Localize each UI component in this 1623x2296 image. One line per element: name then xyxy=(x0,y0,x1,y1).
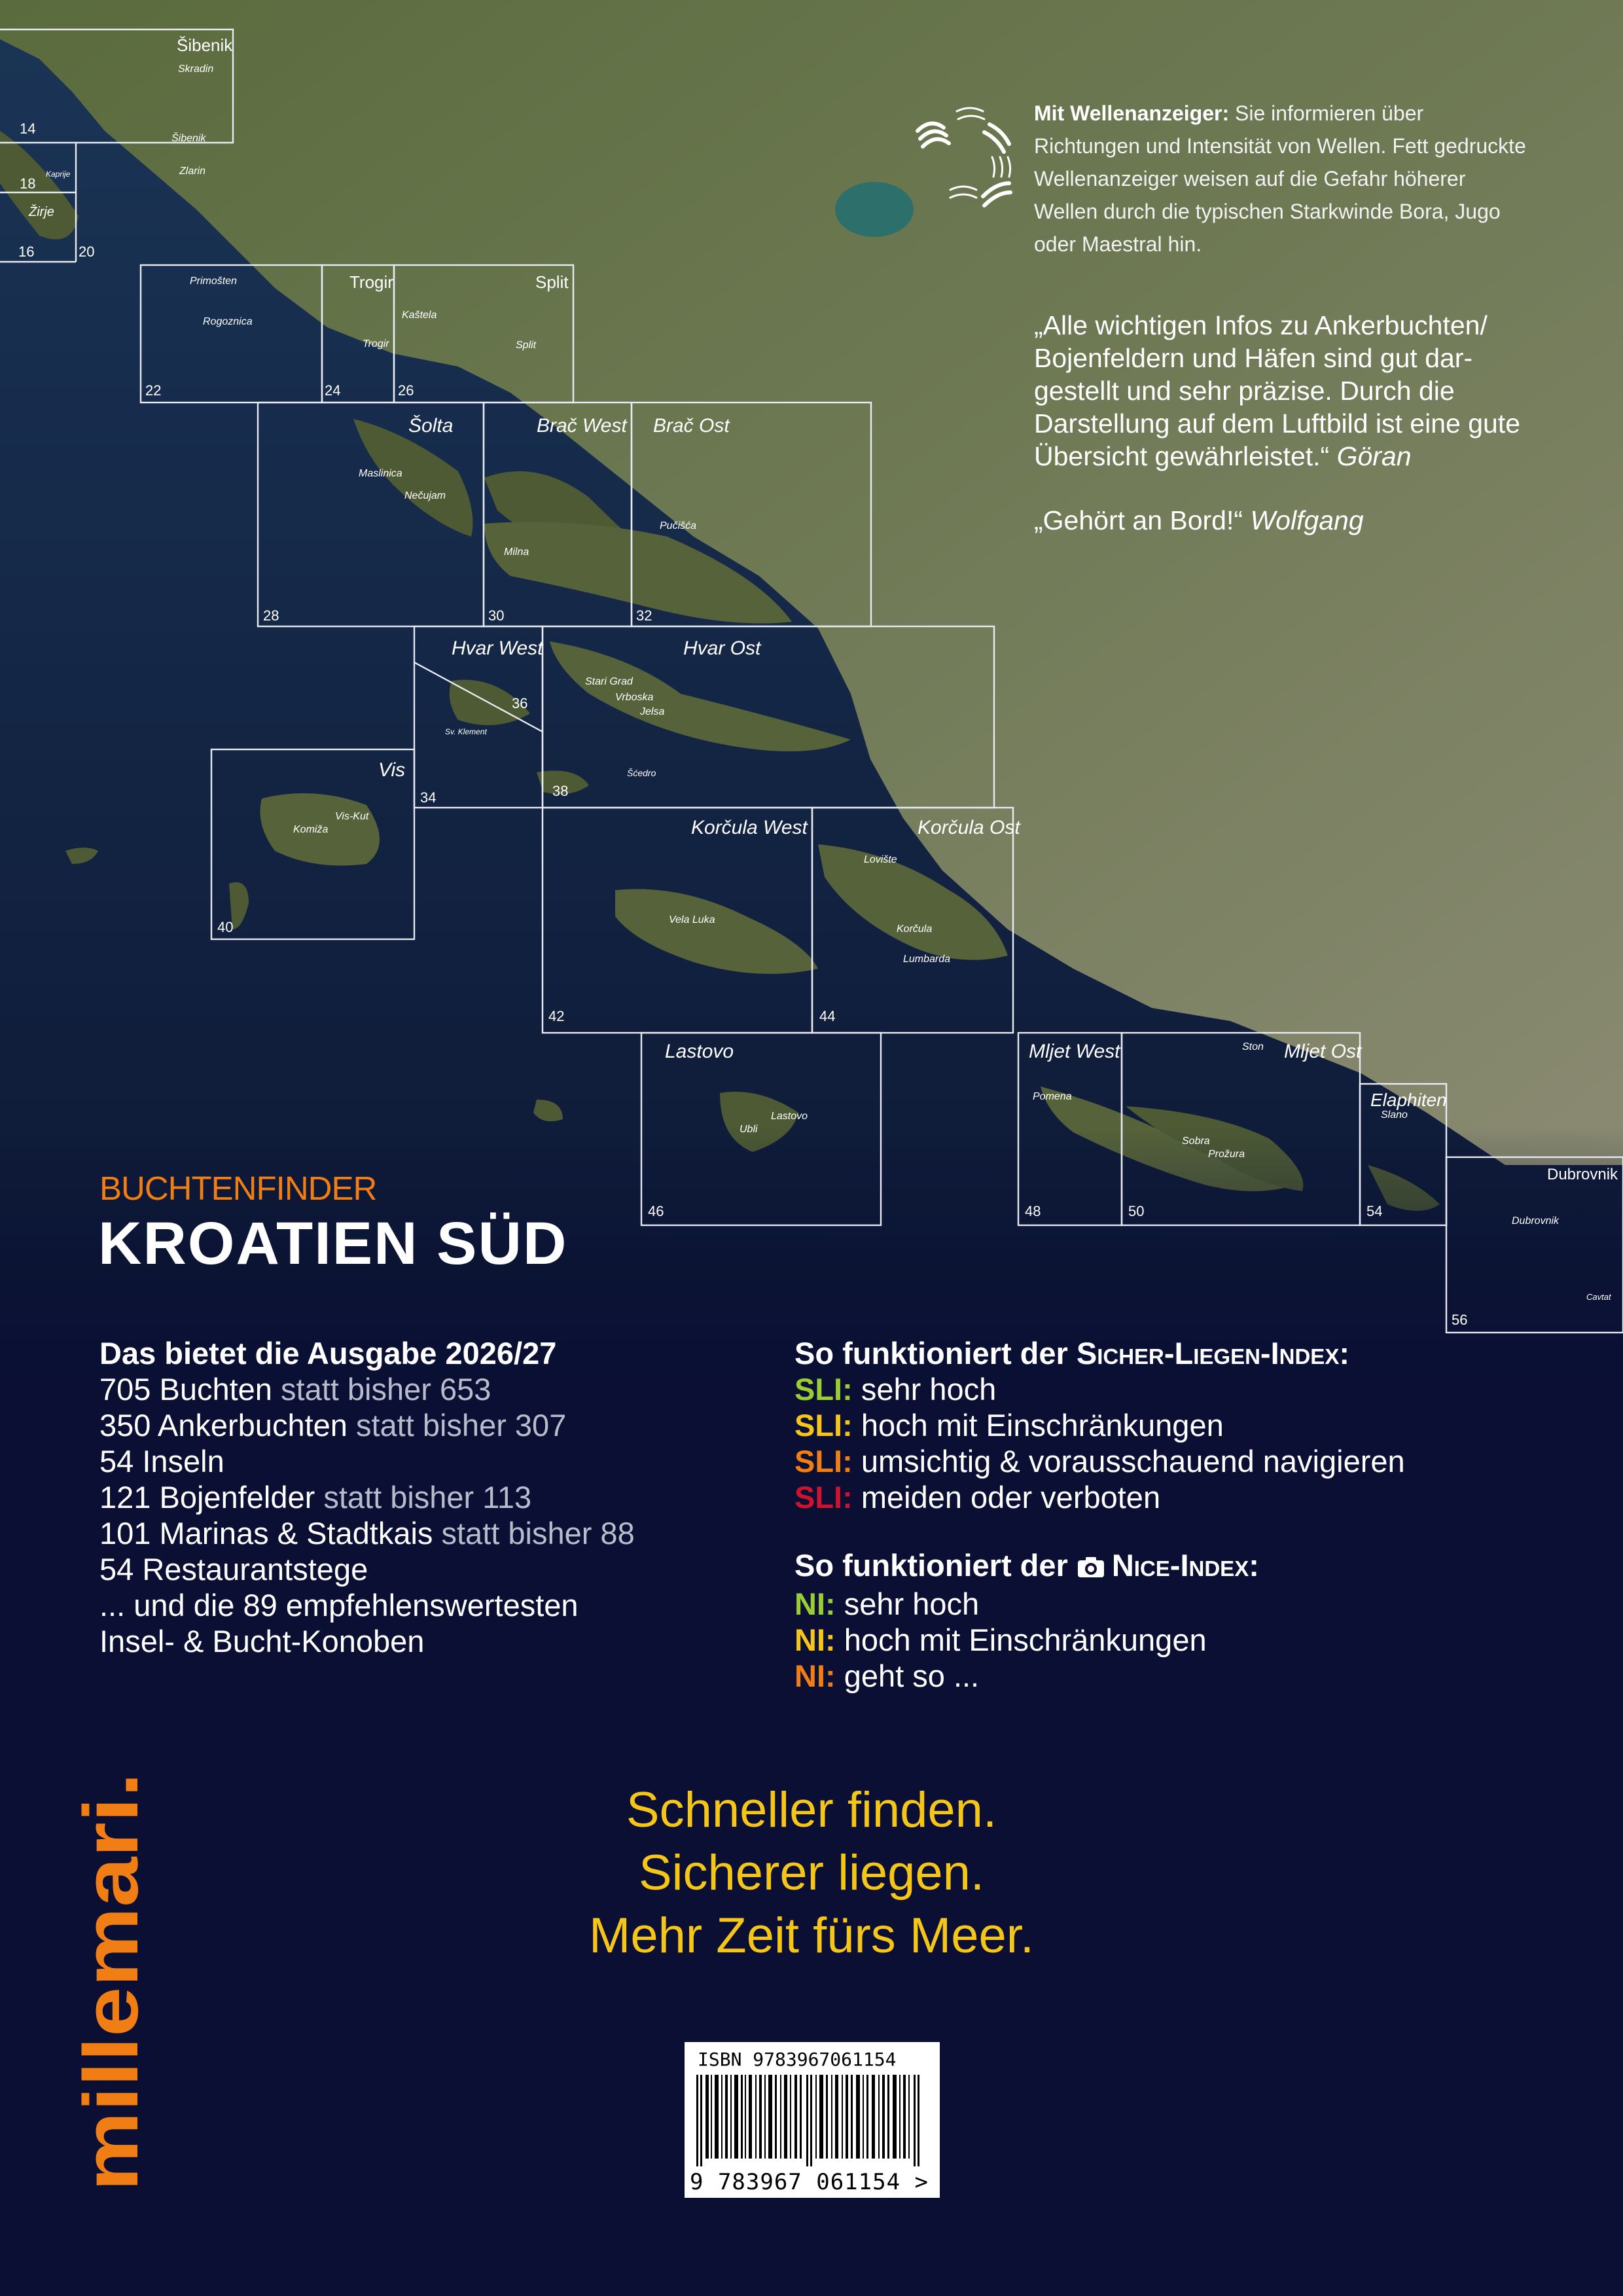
map-label-brac-west: Brač West xyxy=(537,415,627,437)
map-label-solta: Šolta xyxy=(408,415,454,437)
sli-key: SLI: xyxy=(794,1480,853,1515)
ni-text: sehr hoch xyxy=(835,1587,980,1621)
place-slano: Slano xyxy=(1381,1109,1408,1121)
page-number: 30 xyxy=(488,607,505,624)
tagline-line: Sicherer liegen. xyxy=(638,1845,985,1901)
feature-note: statt bisher 653 xyxy=(272,1372,491,1407)
edition-features-heading: Das bietet die Ausgabe 2026/27 xyxy=(99,1336,557,1371)
feature-item xyxy=(99,1479,754,1515)
feature-value: 101 Marinas & Stadtkais xyxy=(99,1516,433,1551)
feature-value: 705 Buchten xyxy=(99,1372,272,1407)
place-pomena: Pomena xyxy=(1033,1091,1072,1102)
place-loviste: Lovište xyxy=(864,854,897,865)
page-number: 56 xyxy=(1452,1312,1468,1328)
feature-value: 121 Bojenfelder xyxy=(99,1480,315,1515)
place-maslinica: Maslinica xyxy=(359,468,402,479)
sli-item xyxy=(794,1371,1580,1407)
feature-item xyxy=(99,1515,754,1551)
ni-key: NI: xyxy=(794,1659,836,1693)
ni-item xyxy=(794,1658,1580,1694)
page-number: 38 xyxy=(552,783,569,799)
place-zirje: Žirje xyxy=(29,205,54,219)
page-number: 16 xyxy=(18,243,35,260)
wave-indicator-description: Sie informieren über Richtungen und Intensität von Wellen. Fett gedruckte Wellenanzeiger weisen auf die Gefahr höherer Wellen durch die typischen Starkwinde Bora, Jugo oder Maestral hin. xyxy=(1034,101,1526,256)
sli-text: meiden oder verboten xyxy=(852,1480,1161,1515)
place-split: Split xyxy=(516,340,537,351)
map-label-trogir: Trogir xyxy=(349,272,393,292)
place-necujam: Nečujam xyxy=(404,490,446,501)
map-label-mljet-ost: Mljet Ost xyxy=(1284,1041,1362,1062)
tagline xyxy=(0,1779,1623,1967)
quote-author: Wolfgang xyxy=(1250,505,1364,535)
edition-features xyxy=(99,1335,754,1659)
place-primosten: Primošten xyxy=(190,276,238,287)
sli-text: hoch mit Einschränkungen xyxy=(852,1408,1224,1443)
sli-text: sehr hoch xyxy=(852,1372,997,1407)
publisher-logo xyxy=(60,1767,158,2199)
camera-icon xyxy=(1077,1550,1105,1586)
place-sobra: Sobra xyxy=(1182,1136,1210,1147)
page-number: 48 xyxy=(1025,1203,1041,1219)
feature-value: ... und die 89 empfehlenswertesten xyxy=(99,1588,579,1623)
sli-text: umsichtig & vorausschauend navigieren xyxy=(852,1444,1405,1479)
sli-heading-name: Sicher-Liegen-Index: xyxy=(1076,1336,1349,1371)
page-number: 54 xyxy=(1366,1203,1383,1219)
page-number: 18 xyxy=(20,175,36,192)
sli-item xyxy=(794,1443,1580,1479)
place-komiza: Komiža xyxy=(293,824,329,835)
place-prozura: Prožura xyxy=(1208,1149,1245,1160)
feature-item xyxy=(99,1443,754,1479)
ni-heading-prefix: So funktioniert der xyxy=(794,1548,1077,1583)
place-zlarin: Zlarin xyxy=(179,166,206,177)
place-ston: Ston xyxy=(1242,1041,1264,1052)
testimonial-quote xyxy=(1034,309,1531,473)
feature-item xyxy=(99,1587,754,1623)
map-label-korcula-ost: Korčula Ost xyxy=(918,817,1020,838)
place-cavtat: Cavtat xyxy=(1586,1292,1611,1302)
feature-value: 350 Ankerbuchten xyxy=(99,1408,348,1443)
page-number: 14 xyxy=(20,120,36,137)
map-label-korcula-west: Korčula West xyxy=(691,817,808,838)
book-series-kicker: BUCHTENFINDER xyxy=(99,1170,377,1207)
map-label-lastovo: Lastovo xyxy=(665,1041,734,1062)
feature-value: Insel- & Bucht-Konoben xyxy=(99,1624,425,1659)
sli-key: SLI: xyxy=(794,1408,853,1443)
ni-text: hoch mit Einschränkungen xyxy=(835,1623,1207,1657)
feature-item xyxy=(99,1551,754,1587)
place-pucisca: Pučišća xyxy=(660,520,697,531)
wave-indicator-heading: Mit Wellenanzeiger: xyxy=(1034,101,1230,125)
feature-note: statt bisher 88 xyxy=(433,1516,635,1551)
page-number: 46 xyxy=(648,1203,664,1219)
feature-note: statt bisher 113 xyxy=(315,1480,532,1515)
sli-key: SLI: xyxy=(794,1444,853,1479)
sli-heading-prefix: So funktioniert der xyxy=(794,1336,1077,1371)
tagline-line: Mehr Zeit fürs Meer. xyxy=(589,1908,1034,1964)
map-label-mljet-west: Mljet West xyxy=(1029,1041,1120,1062)
place-vrboska: Vrboska xyxy=(615,692,654,703)
place-lastovo: Lastovo xyxy=(771,1111,808,1122)
page-number: 26 xyxy=(398,382,414,399)
ni-text: geht so ... xyxy=(835,1659,980,1693)
map-label-dubrovnik: Dubrovnik xyxy=(1547,1166,1618,1183)
page-number: 24 xyxy=(325,382,341,399)
sli-key: SLI: xyxy=(794,1372,853,1407)
place-kastela: Kaštela xyxy=(402,310,437,321)
wave-indicator-text xyxy=(1034,97,1531,260)
map-label-sibenik: Šibenik xyxy=(177,35,233,55)
isbn-number: 9 783967 061154 > xyxy=(690,2169,929,2195)
ni-key: NI: xyxy=(794,1623,836,1657)
place-korcula: Korčula xyxy=(897,924,933,935)
page-number: 44 xyxy=(819,1008,836,1024)
place-ubli: Ubli xyxy=(740,1124,758,1135)
feature-item xyxy=(99,1371,754,1407)
page-number: 34 xyxy=(420,789,437,806)
map-label-hvar-ost: Hvar Ost xyxy=(683,637,761,659)
place-vela-luka: Vela Luka xyxy=(669,914,715,925)
place-jelsa: Jelsa xyxy=(640,706,665,717)
sli-item xyxy=(794,1479,1580,1515)
ni-legend xyxy=(794,1547,1580,1694)
page-number: 42 xyxy=(548,1008,565,1024)
quote-author: Göran xyxy=(1336,441,1412,471)
sli-heading xyxy=(794,1335,1580,1371)
place-vis-kut: Vis-Kut xyxy=(335,811,369,822)
isbn-label: ISBN 9783967061154 xyxy=(698,2049,897,2070)
ni-heading xyxy=(794,1547,1580,1586)
map-label-split: Split xyxy=(535,272,569,292)
place-milna: Milna xyxy=(504,547,529,558)
publisher-logo-text: millemari. xyxy=(68,1831,154,2191)
ni-item xyxy=(794,1586,1580,1622)
ni-key: NI: xyxy=(794,1587,836,1621)
map-label-elaphiten: Elaphiten xyxy=(1370,1090,1447,1110)
map-label-hvar-west: Hvar West xyxy=(452,637,543,659)
wave-indicator-icon xyxy=(911,98,1024,216)
page-number: 28 xyxy=(263,607,279,624)
page-number: 22 xyxy=(145,382,162,399)
feature-item xyxy=(99,1623,754,1659)
sli-legend xyxy=(794,1335,1580,1515)
tagline-line: Schneller finden. xyxy=(626,1782,997,1838)
page-number: 50 xyxy=(1128,1203,1145,1219)
map-label-brac-ost: Brač Ost xyxy=(653,415,730,437)
page-number: 40 xyxy=(217,919,234,935)
place-sibenik: Šibenik xyxy=(171,133,206,144)
page-number: 36 xyxy=(512,695,528,711)
place-rogoznica: Rogoznica xyxy=(203,316,253,327)
place-skradin: Skradin xyxy=(178,63,214,75)
place-kaprije: Kaprije xyxy=(46,170,71,179)
barcode-bars xyxy=(696,2075,927,2166)
feature-value: 54 Inseln xyxy=(99,1444,224,1479)
book-title: KROATIEN SÜD xyxy=(98,1210,568,1277)
page-number: 32 xyxy=(636,607,652,624)
sli-item xyxy=(794,1407,1580,1443)
quote-text: „Gehört an Bord!“ xyxy=(1034,505,1251,535)
feature-note: statt bisher 307 xyxy=(347,1408,567,1443)
place-sv-klement: Sv. Klement xyxy=(445,727,487,736)
map-label-vis: Vis xyxy=(378,759,406,781)
feature-item xyxy=(99,1407,754,1443)
quote-text: „Alle wichtigen Infos zu Ankerbuchten/ Bojenfeldern und Häfen sind gut dargestellt und sehr präzise. Durch die Darstellung auf dem Luftbild ist eine gute Übersicht gewährleistet.“ xyxy=(1034,310,1521,471)
place-stari-grad: Stari Grad xyxy=(585,676,633,687)
isbn-barcode xyxy=(685,2042,940,2198)
ni-heading-name: Nice-Index: xyxy=(1111,1548,1259,1583)
feature-value: 54 Restaurantstege xyxy=(99,1552,368,1587)
testimonial-quote xyxy=(1034,504,1531,537)
page-number: 20 xyxy=(79,243,95,260)
ni-item xyxy=(794,1622,1580,1658)
place-lumbarda: Lumbarda xyxy=(903,954,951,965)
place-dubrovnik: Dubrovnik xyxy=(1512,1215,1560,1227)
place-scedro: Šćedro xyxy=(627,768,656,778)
place-trogir: Trogir xyxy=(363,338,389,350)
